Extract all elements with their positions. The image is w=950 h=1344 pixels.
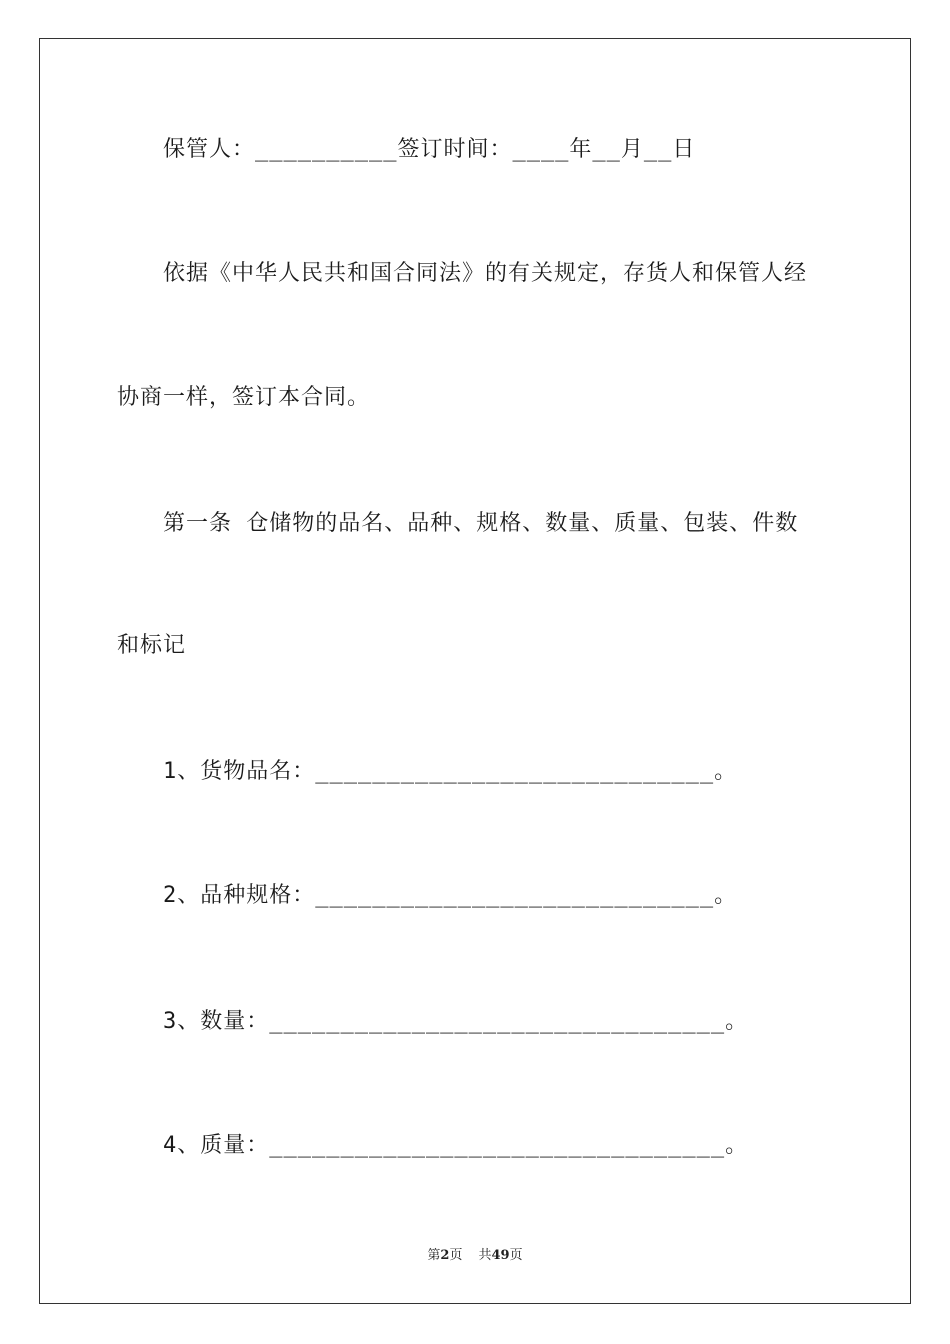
- footer-page-number: 2: [440, 1248, 450, 1263]
- footer-total-number: 49: [491, 1248, 510, 1263]
- item-quality: 4、质量：________________________________。: [163, 1133, 749, 1158]
- footer-page-suffix: 页: [449, 1248, 463, 1263]
- footer-page-prefix: 第: [427, 1248, 441, 1263]
- item-variety-spec: 2、品种规格：____________________________。: [163, 883, 738, 908]
- custodian-signing-line: 保管人：__________签订时间：____年__月__日: [163, 137, 696, 162]
- footer-total-suffix: 页: [509, 1248, 523, 1263]
- page-footer: [0, 1248, 950, 1264]
- article-one-heading-line-2: 和标记: [117, 633, 187, 658]
- basis-paragraph-line-2: 协商一样，签订本合同。: [117, 385, 371, 410]
- item-goods-name: 1、货物品名：____________________________。: [163, 759, 738, 784]
- article-one-heading-line-1: 第一条 仓储物的品名、品种、规格、数量、质量、包装、件数: [163, 511, 799, 536]
- item-quantity: 3、数量：________________________________。: [163, 1009, 749, 1034]
- page-border: [39, 38, 911, 1304]
- basis-paragraph-line-1: 依据《中华人民共和国合同法》的有关规定，存货人和保管人经: [163, 261, 808, 286]
- footer-total-prefix: 共: [478, 1248, 492, 1263]
